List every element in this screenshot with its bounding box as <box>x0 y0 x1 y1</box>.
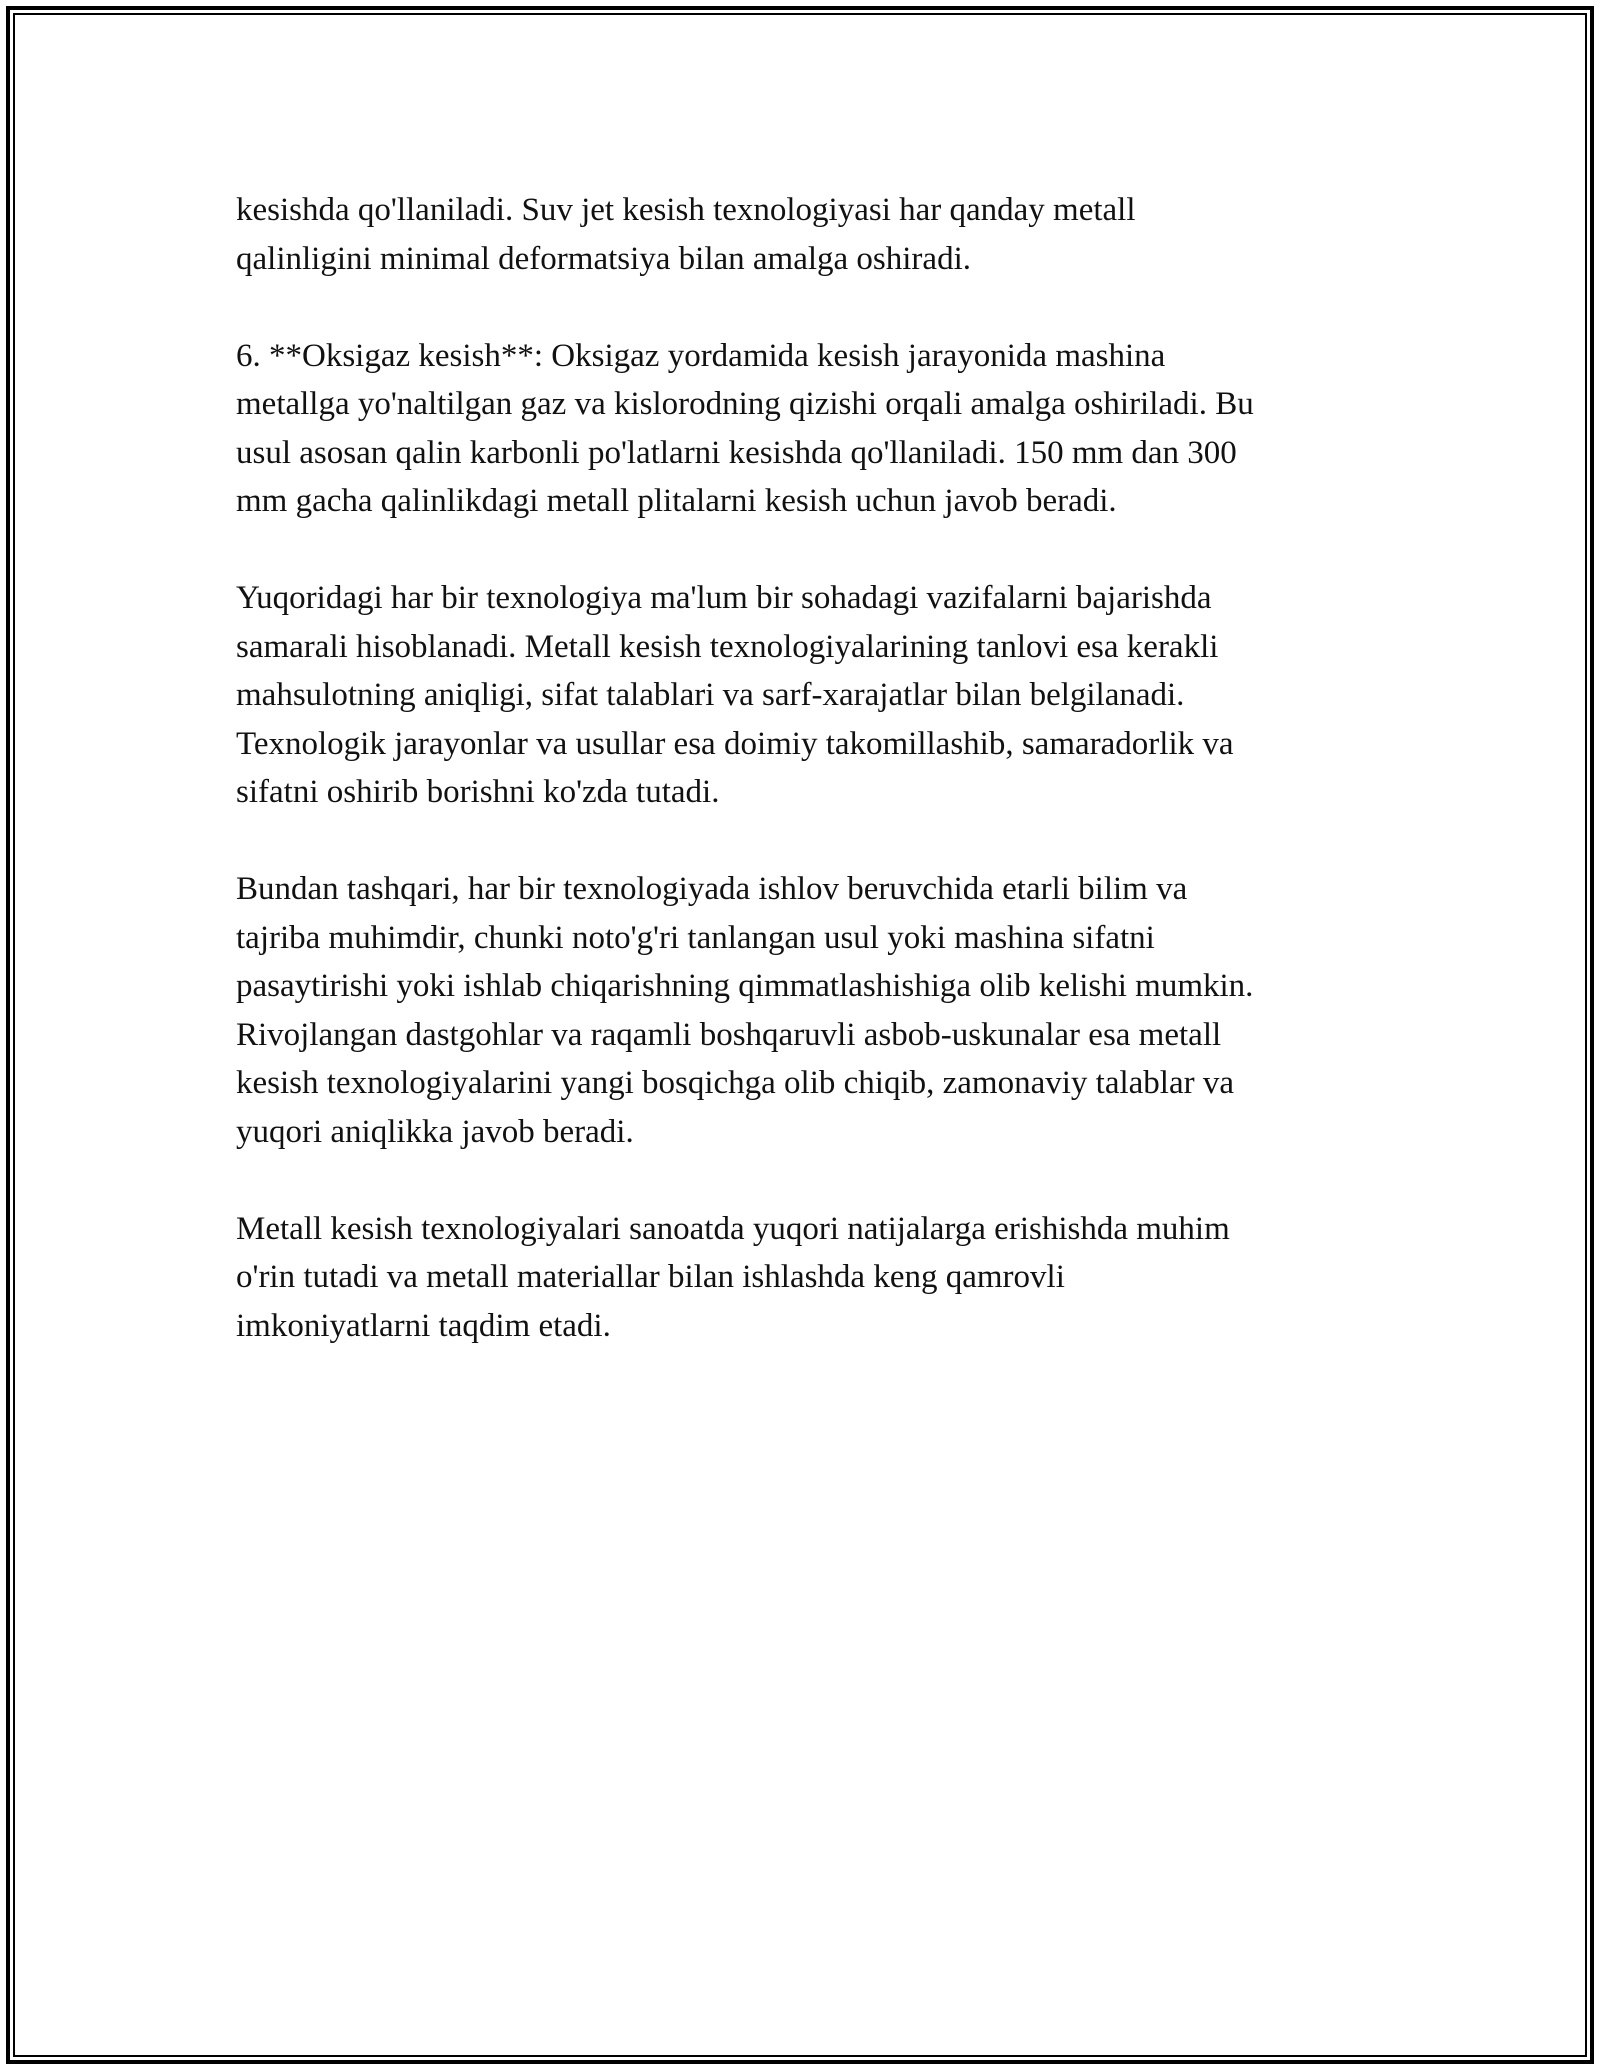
paragraph-technology-selection: Yuqoridagi har bir texnologiya ma'lum bir sohadagi vazifalarni bajarishda samarali hisoblanadi. Metall kesish texnologiyalarining tanlovi esa kerakli mahsulotning aniqligi, sifat talablari va sarf-xarajatlar bilan belgilanadi. Texnologik jarayonlar va usullar esa doimiy takomillashib, samaradorlik va sifatni oshirib borishni ko'zda tutadi. <box>236 580 1234 810</box>
paragraph-conclusion: Metall kesish texnologiyalari sanoatda yuqori natijalarga erishishda muhim o'rin tutadi va metall materiallar bilan ishlashda keng qamrovli imkoniyatlarni taqdim etadi. <box>236 1210 1230 1344</box>
paragraph-operator-knowledge: Bundan tashqari, har bir texnologiyada ishlov beruvchida etarli bilim va tajriba muhimdir, chunki noto'g'ri tanlangan usul yoki mashina sifatni pasaytirishi yoki ishlab chiqarishning qimmatlashishiga olib kelishi mumkin. Rivojlangan dastgohlar va raqamli boshqaruvli asbob-uskunalar esa metall kesish texnologiyalarini yangi bosqichga olib chiqib, zamonaviy talablar va yuqori aniqlikka javob beradi. <box>236 871 1254 1150</box>
paragraph-oxygas-cutting: 6. **Oksigaz kesish**: Oksigaz yordamida kesish jarayonida mashina metallga yo'naltilgan gaz va kislorodning qizishi orqali amalga oshiriladi. Bu usul asosan qalin karbonli po'latlarni kesishda qo'llaniladi. 150 mm dan 300 mm gacha qalinlikdagi metall plitalarni kesish uchun javob beradi. <box>236 337 1254 519</box>
paragraph-water-jet-continuation: kesishda qo'llaniladi. Suv jet kesish texnologiyasi har qanday metall qalinligini minimal deformatsiya bilan amalga oshiradi. <box>236 192 1136 277</box>
document-body <box>236 186 1376 1399</box>
